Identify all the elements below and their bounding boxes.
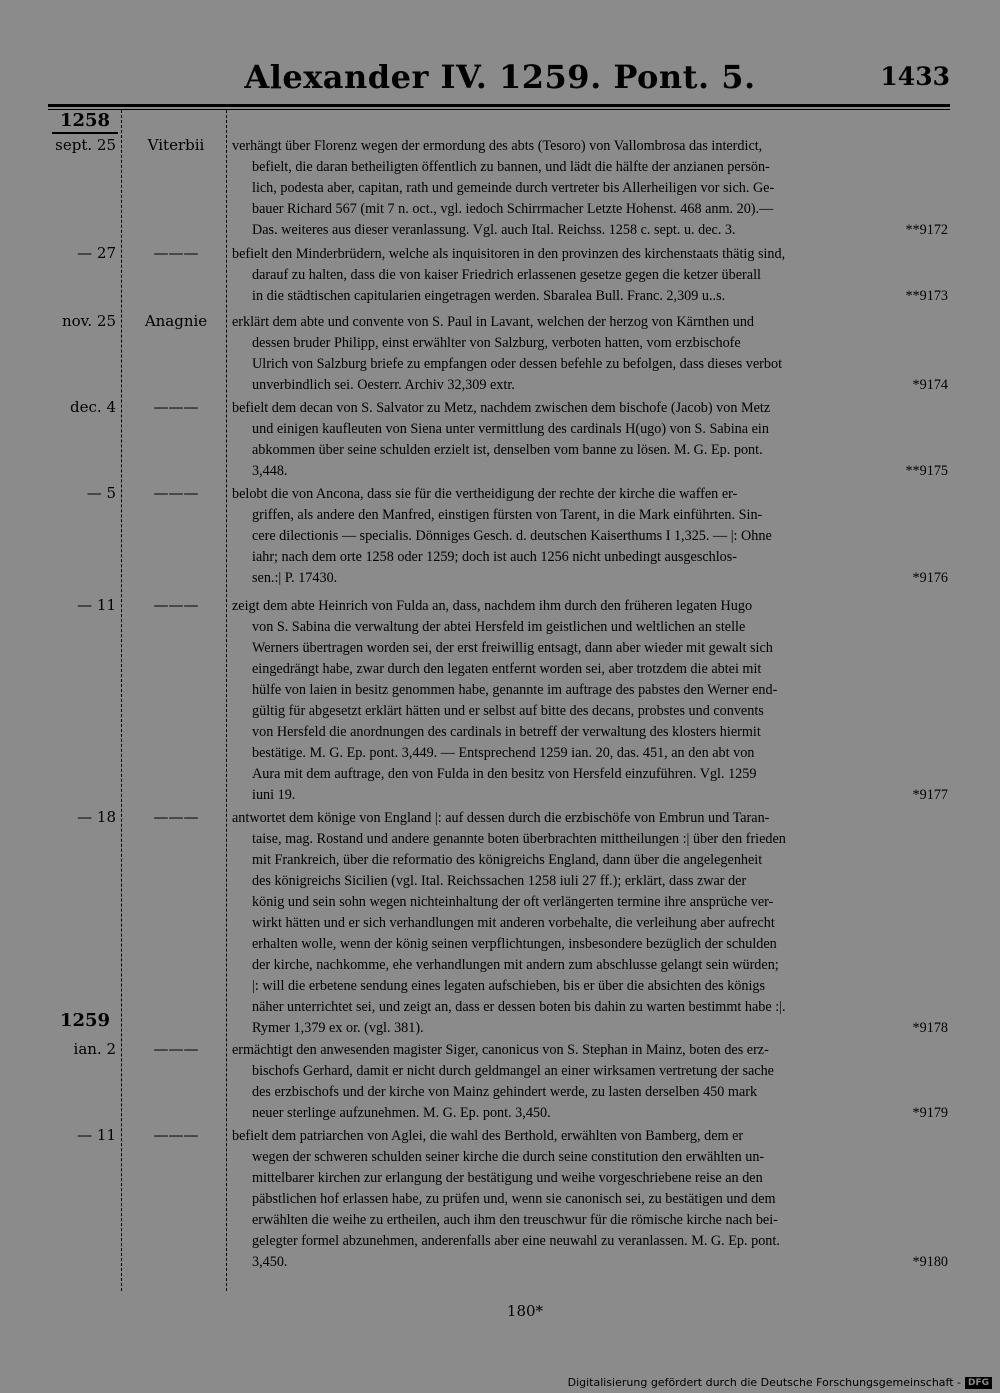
entry-line-text: befielt, die daran betheiligten öffentlich zu bannen, und lädt die hälfte der anzianen persön- xyxy=(252,159,770,175)
entry-line xyxy=(232,785,948,806)
entry-line xyxy=(232,871,948,892)
entry-line xyxy=(232,850,948,871)
entry-text xyxy=(232,398,948,482)
entry-number: *9174 xyxy=(912,377,948,393)
entry-number: **9175 xyxy=(905,463,948,479)
entry-line xyxy=(232,286,948,307)
entry-date: — 27 xyxy=(77,244,116,262)
entry-line-text: darauf zu halten, dass die von kaiser Friedrich erlassenen gesetze gegen die ketzer überall xyxy=(252,267,761,283)
entry-place: ——— xyxy=(153,808,199,826)
entry-line-text: erwählten die weihe zu ertheilen, auch ihm den treuschwur für die römische kirche nach bei- xyxy=(252,1212,778,1228)
entry-line-text: Das. weiteres aus dieser veranlassung. Vgl. auch Ital. Reichss. 1258 c. sept. u. dec. 3. xyxy=(252,222,736,238)
entry-place: Anagnie xyxy=(144,312,208,330)
page-number: 1433 xyxy=(880,62,950,91)
entry-line-text: bestätige. M. G. Ep. pont. 3,449. — Entsprechend 1259 ian. 20, das. 451, an den abt von xyxy=(252,745,755,761)
column-divider-place xyxy=(226,110,227,1291)
entry-line xyxy=(232,505,948,526)
entry-line-text: iuni 19. xyxy=(252,787,296,803)
entry-number: **9172 xyxy=(905,222,948,238)
entry-line-text: abkommen über seine schulden erzielt ist, denselben vom banne zu lösen. M. G. Ep. pont. xyxy=(252,442,763,458)
entry-line-text: neuer sterlinge aufzunehmen. M. G. Ep. pont. 3,450. xyxy=(252,1105,551,1121)
entry-line-text: sen.:| P. 17430. xyxy=(252,570,338,586)
entry-line xyxy=(232,398,948,419)
header-rule-thin xyxy=(48,109,950,110)
entry-number: *9176 xyxy=(912,570,948,586)
entry-number: *9177 xyxy=(912,787,948,803)
entry-line xyxy=(232,617,948,638)
entry-line-text: erklärt dem abte und convente von S. Paul in Lavant, welchen der herzog von Kärnthen und xyxy=(232,314,755,330)
entry-line-text: gelegter formel abzunehmen, anderenfalls aber eine neuwahl zu veranlassen. M. G. Ep. pont. xyxy=(252,1233,780,1249)
entry-line-text: des erzbischofs und der kirche von Mainz gehindert werde, zu lasten derselben 450 mark xyxy=(252,1084,758,1100)
entry-text xyxy=(232,808,948,1039)
entry-line-text: belobt die von Ancona, dass sie für die vertheidigung der rechte der kirche die waffen er- xyxy=(232,486,738,502)
entry-text xyxy=(232,1040,948,1124)
entry-date: — 11 xyxy=(77,596,116,614)
entry-line-text: befielt den Minderbrüdern, welche als inquisitoren in den provinzen des kirchenstaats thätig sind, xyxy=(232,246,786,262)
entry-place: ——— xyxy=(153,484,199,502)
entry-line-text: Ulrich von Salzburg briefe zu empfangen oder dessen befehle zu befolgen, dass dieses verbot xyxy=(252,356,783,372)
entry-line xyxy=(232,764,948,785)
entry-line xyxy=(232,701,948,722)
entry-line xyxy=(232,955,948,976)
signature-mark: 180* xyxy=(506,1302,544,1320)
entry-line xyxy=(232,419,948,440)
entry-date: ian. 2 xyxy=(73,1040,116,1058)
entry-line xyxy=(232,354,948,375)
entry-line xyxy=(232,743,948,764)
entry-line-text: zeigt dem abte Heinrich von Fulda an, dass, nachdem ihm durch den früheren legaten Hugo xyxy=(232,598,753,614)
entry-line-text: gültig für abgesetzt erklärt hätten und er selbst auf bitte des decans, probstes und convents xyxy=(252,703,764,719)
entry-line-text: mittelbarer kirchen zur erlangung der bestätigung und weihe vorgeschriebene reise an den xyxy=(252,1170,763,1186)
dfg-logo: DFG xyxy=(965,1377,992,1389)
entry-line-text: cere dilectionis — specialis. Dönniges Gesch. d. deutschen Kaiserthums I 1,325. — |: Ohne xyxy=(252,528,772,544)
entry-line xyxy=(232,596,948,617)
entry-line xyxy=(232,638,948,659)
entry-number: **9173 xyxy=(905,288,948,304)
entry-line xyxy=(232,808,948,829)
entry-line-text: des königreichs Sicilien (vgl. Ital. Reichssachen 1258 iuli 27 ff.); erklärt, dass zwar der xyxy=(252,873,747,889)
entry-date: nov. 25 xyxy=(61,312,116,330)
entry-line-text: verhängt über Florenz wegen der ermordung des abts (Tesoro) von Vallombrosa das interdict, xyxy=(232,138,763,154)
entry-line xyxy=(232,265,948,286)
entry-date: — 5 xyxy=(86,484,116,502)
entry-line-text: könig und sein sohn wegen nichteinhaltung der oft verlängerten termine ihre ansprüche ver- xyxy=(252,894,774,910)
entry-line xyxy=(232,461,948,482)
entry-line xyxy=(232,220,948,241)
entry-line-text: |: will die erbetene sendung eines legaten aufschieben, bis er über die absichten des königs xyxy=(252,978,766,994)
entry-line-text: 3,448. xyxy=(252,463,288,479)
entry-line xyxy=(232,1103,948,1124)
entry-line xyxy=(232,1061,948,1082)
credit-text: Digitalisierung gefördert durch die Deutsche Forschungsgemeinschaft - xyxy=(567,1376,961,1389)
entry-line-text: bauer Richard 567 (mit 7 n. oct., vgl. iedoch Schirrmacher Letzte Hohenst. 468 anm. 20).— xyxy=(252,201,774,217)
entry-text xyxy=(232,312,948,396)
entry-number: *9180 xyxy=(912,1254,948,1270)
entry-line xyxy=(232,333,948,354)
entry-line xyxy=(232,136,948,157)
entry-text xyxy=(232,136,948,241)
entry-number: *9178 xyxy=(912,1020,948,1036)
entry-line-text: erhalten wolle, wenn der könig seinen verpflichtungen, insbesondere bezüglich der schulden xyxy=(252,936,777,952)
entry-line-text: päbstlichen hof erlassen habe, zu prüfen und, wenn sie canonisch sei, zu bestätigen und dem xyxy=(252,1191,776,1207)
entry-line xyxy=(232,913,948,934)
entry-date: dec. 4 xyxy=(70,398,116,416)
entry-line xyxy=(232,199,948,220)
entry-line xyxy=(232,568,948,589)
entry-line xyxy=(232,1040,948,1061)
entry-line-text: iahr; nach dem orte 1258 oder 1259; doch ist auch 1256 nicht unbedingt ausgeschlos- xyxy=(252,549,738,565)
entry-date: — 18 xyxy=(77,808,116,826)
entry-place: ——— xyxy=(153,1040,199,1058)
entry-date: sept. 25 xyxy=(55,136,116,154)
entry-line-text: näher unterrichtet sei, und zeigt an, dass er dessen boten bis dahin zu warten bestimmt habe :|. xyxy=(252,999,786,1015)
entry-line xyxy=(232,934,948,955)
entry-line xyxy=(232,659,948,680)
entry-line-text: Aura mit dem auftrage, den von Fulda in den besitz von Hersfeld einzuführen. Vgl. 1259 xyxy=(252,766,757,782)
entry-line xyxy=(232,1189,948,1210)
entry-line xyxy=(232,722,948,743)
entry-line xyxy=(232,526,948,547)
entry-line xyxy=(232,1231,948,1252)
entry-place: ——— xyxy=(153,1126,199,1144)
entry-text xyxy=(232,596,948,806)
column-divider-date xyxy=(121,110,122,1291)
entry-line-text: ermächtigt den anwesenden magister Siger, canonicus von S. Stephan in Mainz, boten des erz- xyxy=(232,1042,769,1058)
entry-date: — 11 xyxy=(77,1126,116,1144)
entry-line xyxy=(232,312,948,333)
entry-line-text: befielt dem decan von S. Salvator zu Metz, nachdem zwischen dem bischofe (Jacob) von Metz xyxy=(232,400,771,416)
entry-line-text: und einigen kaufleuten von Siena unter vermittlung des cardinals H(ugo) von S. Sabina ein xyxy=(252,421,769,437)
year-heading-1258: 1258 xyxy=(52,110,118,134)
entry-line-text: antwortet dem könige von England |: auf dessen durch die erzbischöfe von Embrun und Taran- xyxy=(232,810,770,826)
entry-line-text: taise, mag. Rostand und andere genannte boten überbrachten mittheilungen :| über den frieden xyxy=(252,831,786,847)
entry-line xyxy=(232,1082,948,1103)
entry-place: ——— xyxy=(153,596,199,614)
entry-place: Viterbii xyxy=(147,136,205,154)
entry-line-text: von S. Sabina die verwaltung der abtei Hersfeld im geistlichen und weltlichen an stelle xyxy=(252,619,746,635)
entry-line-text: wirkt hätten und er sich verhandlungen mit anderen vorbehalte, die verleihung aber aufrecht xyxy=(252,915,775,931)
entry-line xyxy=(232,178,948,199)
entry-line xyxy=(232,680,948,701)
entry-number: *9179 xyxy=(912,1105,948,1121)
entry-text xyxy=(232,484,948,589)
entry-line xyxy=(232,1018,948,1039)
page-title: Alexander IV. 1259. Pont. 5. xyxy=(244,58,756,96)
entry-line xyxy=(232,1168,948,1189)
entry-line xyxy=(232,892,948,913)
entry-line xyxy=(232,1126,948,1147)
entry-line xyxy=(232,244,948,265)
entry-place: ——— xyxy=(153,244,199,262)
entry-text xyxy=(232,244,948,307)
year-heading-1259: 1259 xyxy=(59,1010,111,1031)
entry-text xyxy=(232,1126,948,1273)
entry-line-text: unverbindlich sei. Oesterr. Archiv 32,309 extr. xyxy=(252,377,515,393)
entry-line xyxy=(232,484,948,505)
entry-line-text: griffen, als andere den Manfred, einstigen fürsten von Tarent, in die Mark einführten. Sin- xyxy=(252,507,763,523)
entry-line-text: von Hersfeld die anordnungen des cardinals in betreff der verwaltung des klosters hiermit xyxy=(252,724,761,740)
entry-line-text: 3,450. xyxy=(252,1254,288,1270)
entry-line xyxy=(232,1147,948,1168)
entry-line-text: befielt dem patriarchen von Aglei, die wahl des Berthold, erwählten von Bamberg, dem er xyxy=(232,1128,744,1144)
entry-line xyxy=(232,440,948,461)
entry-line-text: dessen bruder Philipp, einst erwählter von Salzburg, verboten hatten, vom erzbischofe xyxy=(252,335,741,351)
entry-line-text: mit Frankreich, über die reformatio des königreichs England, dann über die angelegenheit xyxy=(252,852,763,868)
digitization-credit xyxy=(568,1376,992,1389)
entry-line-text: Rymer 1,379 ex or. (vgl. 381). xyxy=(252,1020,424,1036)
entry-line xyxy=(232,1252,948,1273)
entry-line xyxy=(232,375,948,396)
entry-line xyxy=(232,547,948,568)
entry-line xyxy=(232,157,948,178)
entry-line-text: lich, podesta aber, capitan, rath und gemeinde durch vertreter bis Allerheiligen vor sich. Ge- xyxy=(252,180,775,196)
entry-line-text: bischofs Gerhard, damit er nicht durch geldmangel an einer wirksamen vertretung der sache xyxy=(252,1063,774,1079)
entry-line xyxy=(232,1210,948,1231)
entry-line-text: der kirche, nachkomme, ehe verhandlungen mit andern zum abschlusse gelangt sein würden; xyxy=(252,957,779,973)
entry-place: ——— xyxy=(153,398,199,416)
entry-line xyxy=(232,976,948,997)
entry-line xyxy=(232,829,948,850)
entry-line-text: eingedrängt habe, zwar durch den legaten entfernt worden sei, aber trotzdem die abtei mit xyxy=(252,661,762,677)
entry-line-text: in die städtischen capitularien eingetragen werden. Sbaralea Bull. Franc. 2,309 u..s. xyxy=(252,288,726,304)
entry-line-text: wegen der schweren schulden seiner kirche die durch seine constitution den erwählten un- xyxy=(252,1149,765,1165)
entry-line xyxy=(232,997,948,1018)
entry-line-text: Werners übertragen worden sei, der erst freiwillig entsagt, dann aber wieder mit gewalt sich xyxy=(252,640,773,656)
entry-line-text: hülfe von laien in besitz genommen habe, genannte im auftrage des pabstes den Werner end- xyxy=(252,682,778,698)
header-rule xyxy=(48,104,950,107)
